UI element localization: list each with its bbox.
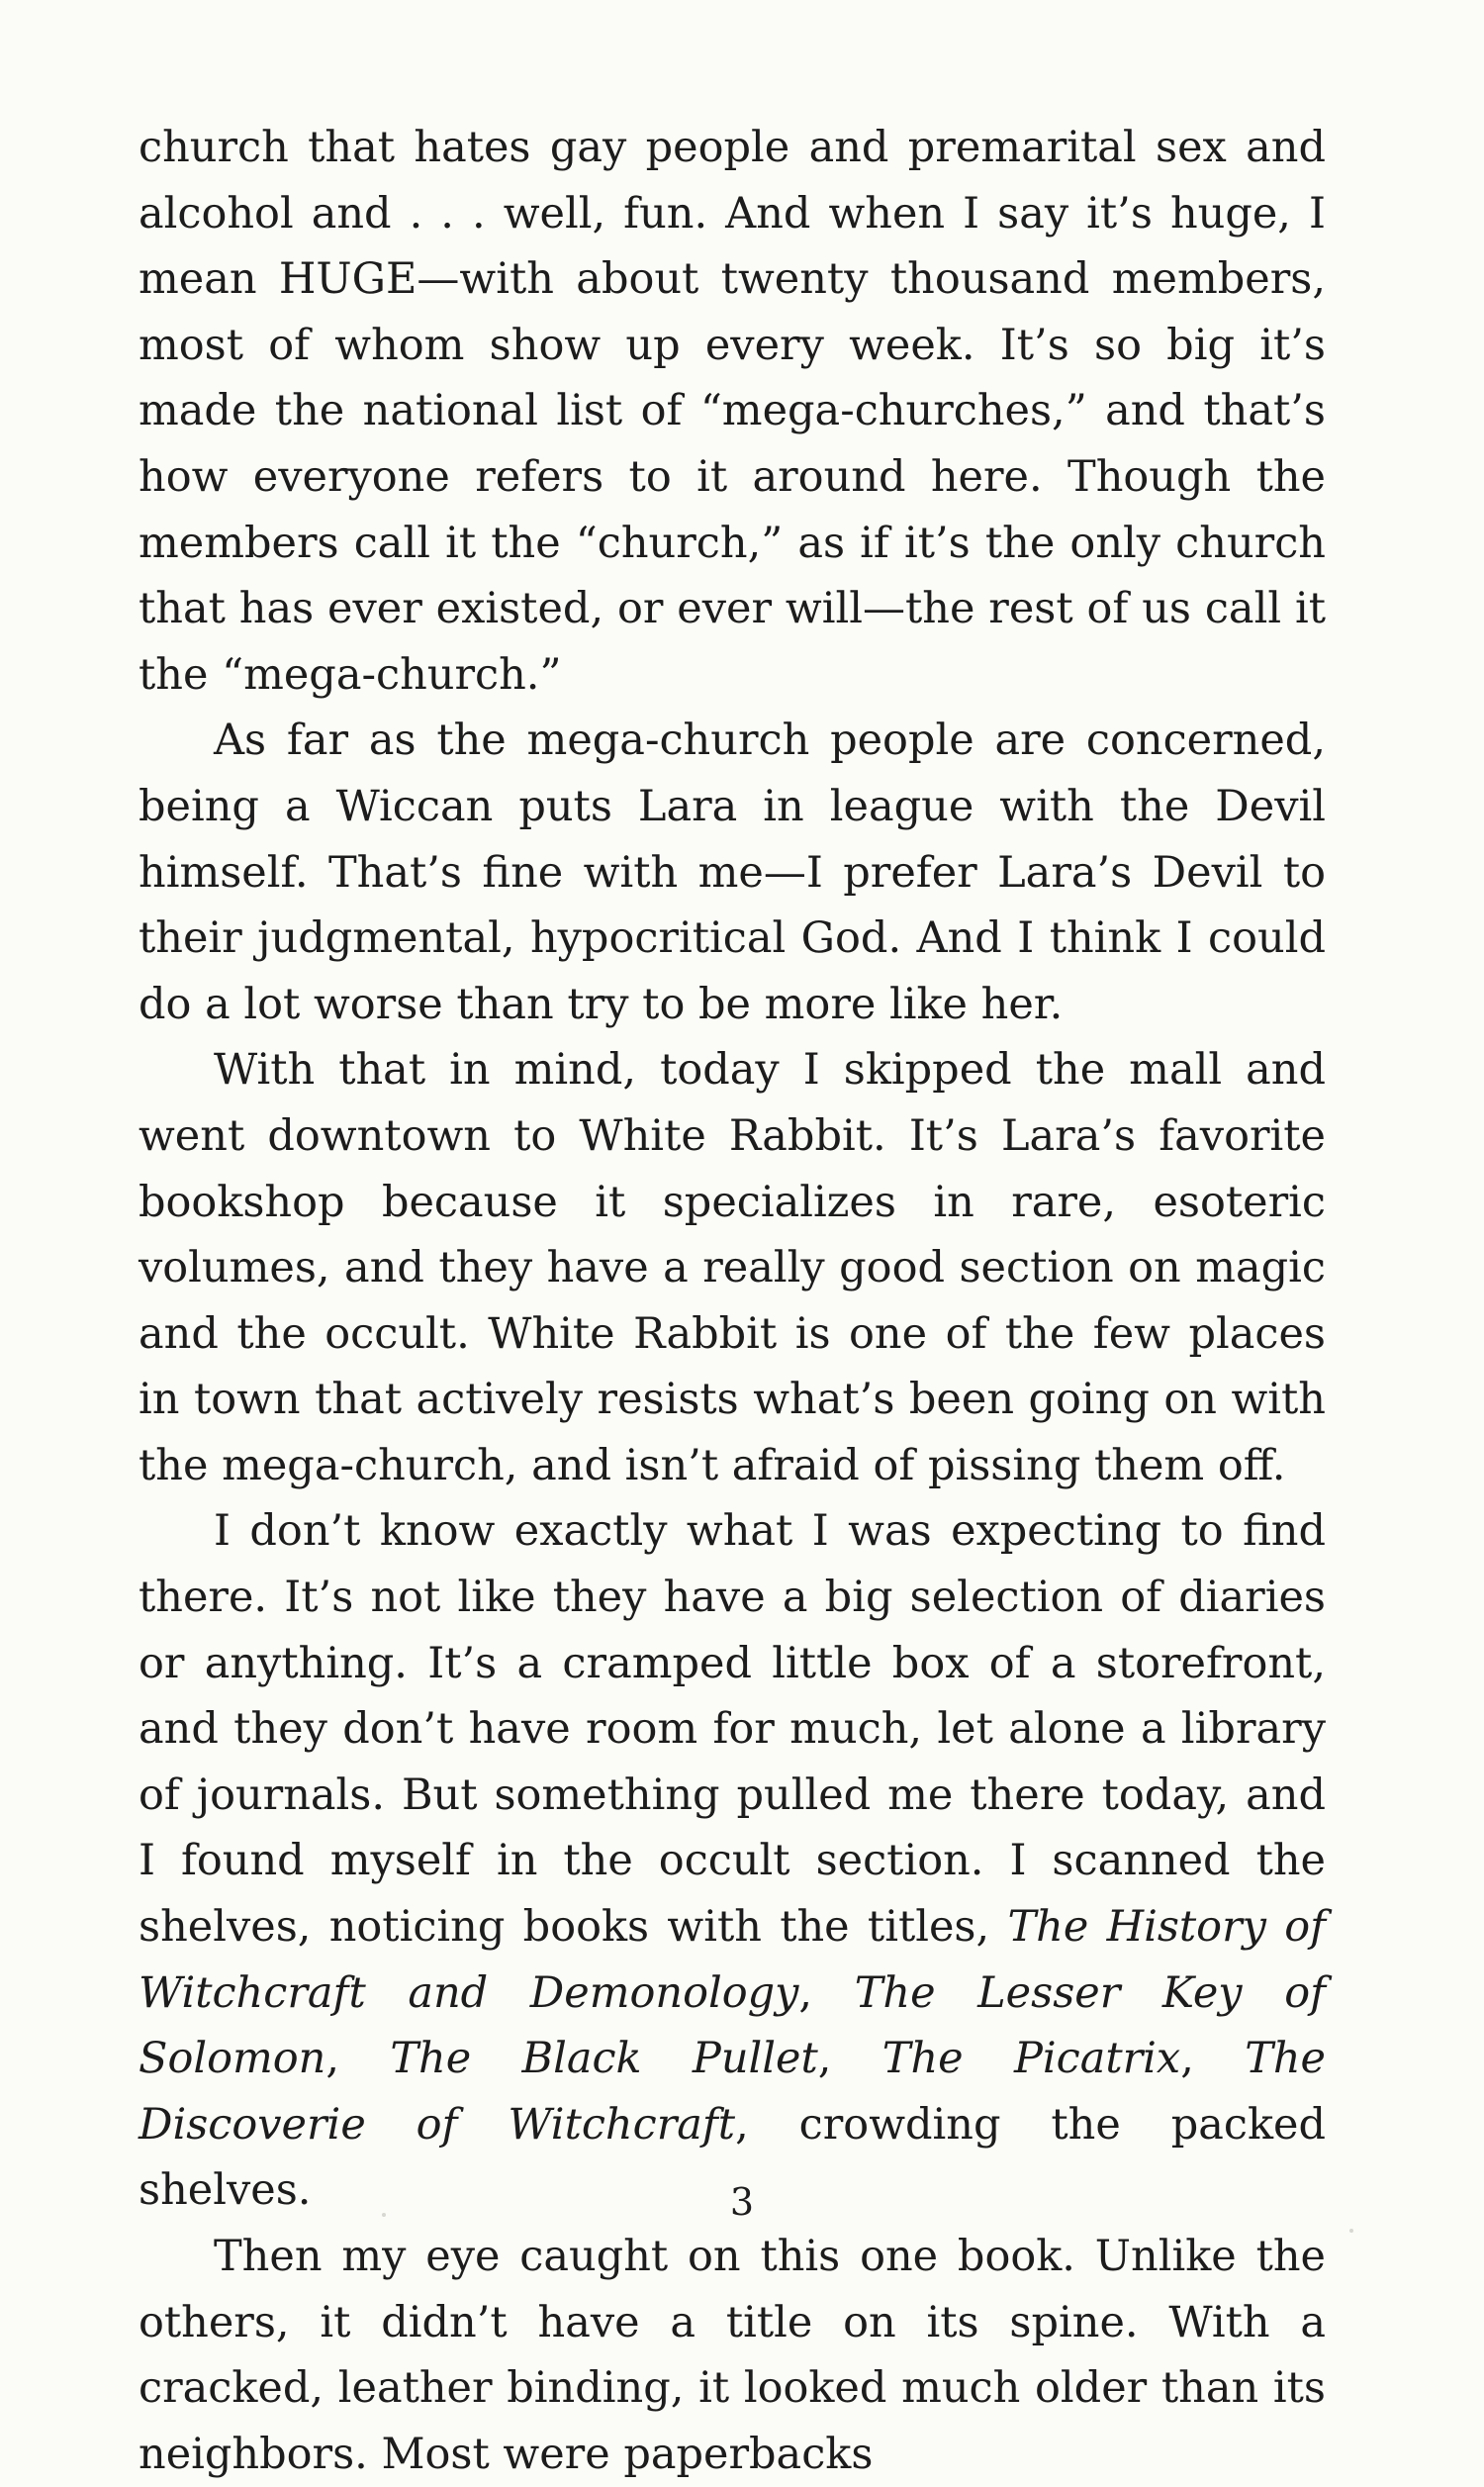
- paragraph-4-text-before: I don’t know exactly what I was expecting to find there. It’s not like they have a big selection of diaries or anything. It’s a cramped little box of a storefront, and they don’t have room for much, let alone a library of journals. But something pulled me there today, and I found myself in the occult section. I scanned the shelves, noticing books with the titles,: [139, 1506, 1326, 1953]
- paragraph-4-text-after: , crowding the packed shelves.: [139, 2099, 1326, 2216]
- paragraph-1: church that hates gay people and premarital sex and alcohol and . . . well, fun. And when I say it’s huge, I mean HUGE—with about twenty thousand members, most of whom show up every week. It’s so big it’s made the national list of “mega-churches,” and that’s how everyone refers to it around here. Though the members call it the “church,” as if it’s the only church that has ever existed, or ever will—the rest of us call it the “mega-church.”: [139, 123, 1326, 700]
- scan-speck: [1349, 2229, 1353, 2233]
- paragraph-3: With that in mind, today I skipped the mall and went downtown to White Rabbit. It’s Lara’s favorite bookshop because it specializes in rare, esoteric volumes, and they have a really good section on magic and the occult. White Rabbit is one of the few places in town that actively resists what’s been going on with the mega-church, and isn’t afraid of pissing them off.: [139, 1045, 1326, 1490]
- title-separator: ,: [817, 2034, 882, 2084]
- book-title-black-pullet: The Black Pullet: [390, 2034, 818, 2084]
- scan-speck: [382, 2213, 386, 2217]
- book-title-picatrix: The Picatrix: [881, 2034, 1181, 2084]
- paragraph-5: Then my eye caught on this one book. Unlike the others, it didn’t have a title on its spine. With a cracked, leather binding, it looked much older than its neighbors. Most were paperbacks: [139, 2232, 1326, 2479]
- paragraph-4: [139, 1498, 1326, 2224]
- body-text: [139, 115, 1326, 2487]
- paragraph-2: As far as the mega-church people are concerned, being a Wiccan puts Lara in league with the Devil himself. That’s fine with me—I prefer Lara’s Devil to their judgmental, hypocritical God. And I think I could do a lot worse than try to be more like her.: [139, 716, 1326, 1029]
- title-separator: ,: [798, 1967, 855, 2018]
- title-separator: ,: [325, 2034, 391, 2084]
- page-number: 3: [729, 2180, 755, 2224]
- title-separator: ,: [1180, 2034, 1246, 2084]
- book-title-history-of-witchcraft: The History of Witchcraft and Demonology: [139, 1902, 1327, 2018]
- book-title-discoverie-of-witchcraft: The Discoverie of Witchcraft: [139, 2034, 1327, 2150]
- book-title-lesser-key: The Lesser Key of Solomon: [139, 1967, 1326, 2084]
